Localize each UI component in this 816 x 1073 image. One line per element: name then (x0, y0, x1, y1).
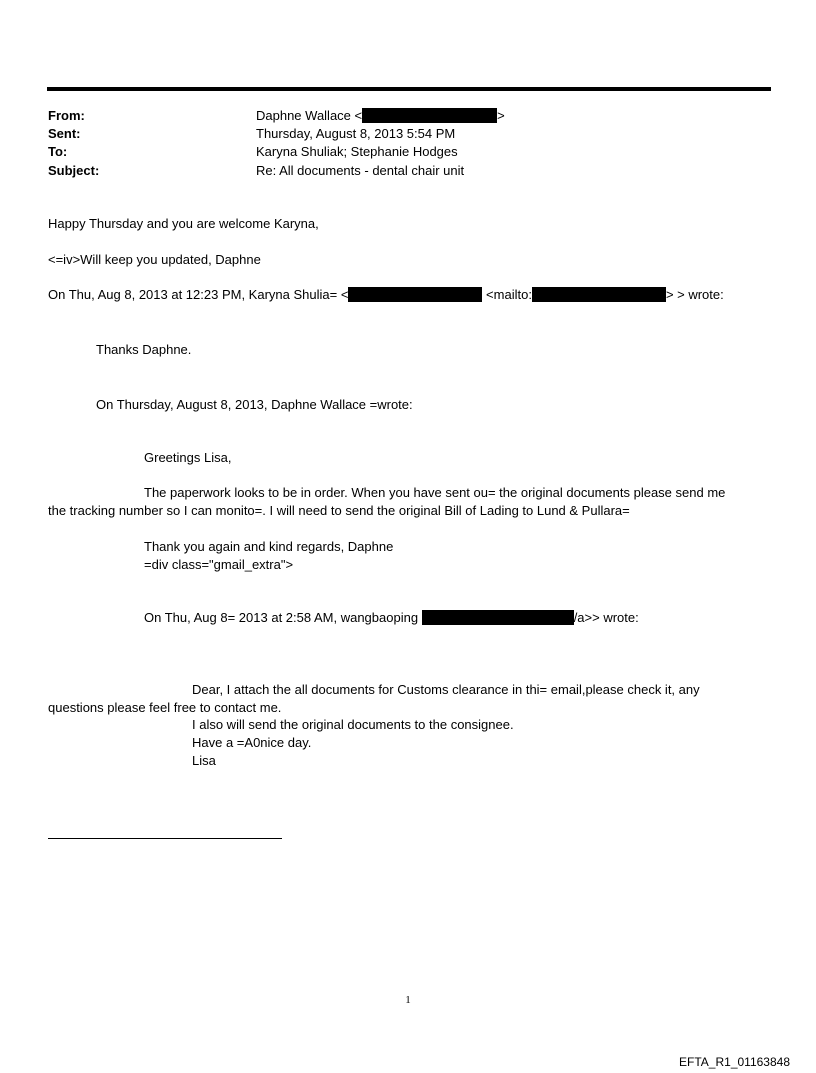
signature-line: Lisa (192, 753, 216, 768)
redaction-block (348, 287, 482, 302)
update-line: <=iv>Will keep you updated, Daphne (48, 252, 261, 267)
subject-label: Subject: (48, 163, 100, 178)
subject-row (48, 162, 748, 180)
paperwork-line-1: The paperwork looks to be in order. When you have sent ou= the original documents please send me (144, 485, 726, 500)
to-label: To: (48, 144, 68, 159)
greetings-lisa-line: Greetings Lisa, (144, 450, 232, 465)
greeting-line: Happy Thursday and you are welcome Karyna, (48, 216, 319, 231)
paperwork-line-2: the tracking number so I can monito=. I will need to send the original Bill of Lading to Lund & Pullara= (48, 503, 630, 518)
subject-value: Re: All documents - dental chair unit (256, 163, 465, 178)
sent-row (48, 125, 748, 143)
dear-line-2: questions please feel free to contact me. (48, 700, 282, 715)
quote3-intro-part-b: /a>> wrote: (573, 610, 639, 625)
page-number: 1 (405, 994, 411, 1006)
also-send-line: I also will send the original documents to the consignee. (192, 717, 514, 732)
from-value (256, 107, 505, 125)
nice-day-line: Have a =A0nice day. (192, 735, 312, 750)
redaction-block (362, 108, 497, 123)
from-close: > (497, 108, 505, 123)
div-class-line: =div class="gmail_extra"> (144, 557, 294, 572)
from-name: Daphne Wallace < (256, 108, 363, 123)
quote1-intro (48, 286, 724, 304)
to-row (48, 143, 748, 161)
from-label: From: (48, 108, 85, 123)
redaction-block (532, 287, 666, 302)
thanks-line: Thanks Daphne. (96, 342, 192, 357)
sent-value: Thursday, August 8, 2013 5:54 PM (256, 126, 456, 141)
from-row (48, 107, 748, 125)
quote3-intro (144, 609, 639, 627)
signature-separator-rule (48, 838, 282, 839)
quote1-intro-part-b: <mailto: (486, 287, 532, 302)
to-value: Karyna Shuliak; Stephanie Hodges (256, 144, 458, 159)
quote1-intro-part-a: On Thu, Aug 8, 2013 at 12:23 PM, Karyna Shulia= < (48, 287, 349, 302)
document-id: EFTA_R1_01163848 (679, 1055, 790, 1069)
quote3-intro-part-a: On Thu, Aug 8= 2013 at 2:58 AM, wangbaoping (144, 610, 419, 625)
thank-you-line: Thank you again and kind regards, Daphne (144, 539, 394, 554)
sent-label: Sent: (48, 126, 81, 141)
quote1-intro-part-c: > > wrote: (665, 287, 724, 302)
quote2-intro: On Thursday, August 8, 2013, Daphne Wallace =wrote: (96, 397, 413, 412)
header-top-rule (47, 87, 771, 91)
dear-line-1: Dear, I attach the all documents for Customs clearance in thi= email,please check it, any (192, 682, 700, 697)
redaction-block (422, 610, 574, 625)
